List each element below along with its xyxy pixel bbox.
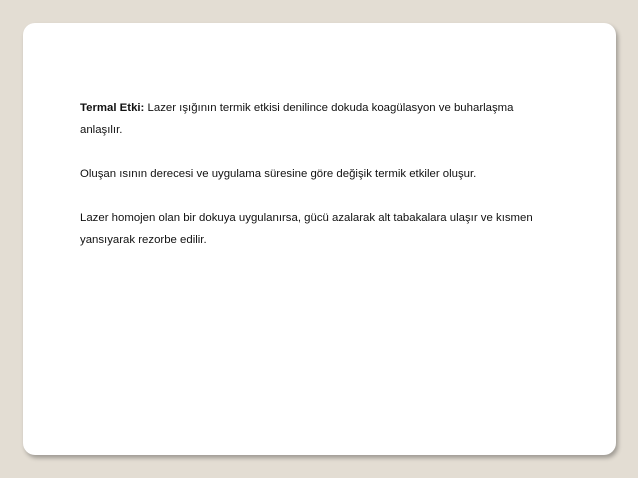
paragraph-homogeneous-tissue: Lazer homojen olan bir dokuya uygulanırsa, gücü azalarak alt tabakalara ulaşır ve kısmen yansıyarak rezorbe edilir. — [80, 212, 533, 246]
slide-card — [23, 23, 616, 455]
paragraph-term: Termal Etki: — [80, 102, 145, 114]
paragraph-heat-degree: Oluşan ısının derecesi ve uygulama süresine göre değişik termik etkiler oluşur. — [80, 168, 477, 180]
paragraph-thermal-effect — [80, 97, 550, 141]
slide-body — [80, 97, 550, 251]
paragraph-text: Lazer ışığının termik etkisi denilince dokuda koagülasyon ve buharlaşma anlaşılır. — [80, 102, 514, 136]
